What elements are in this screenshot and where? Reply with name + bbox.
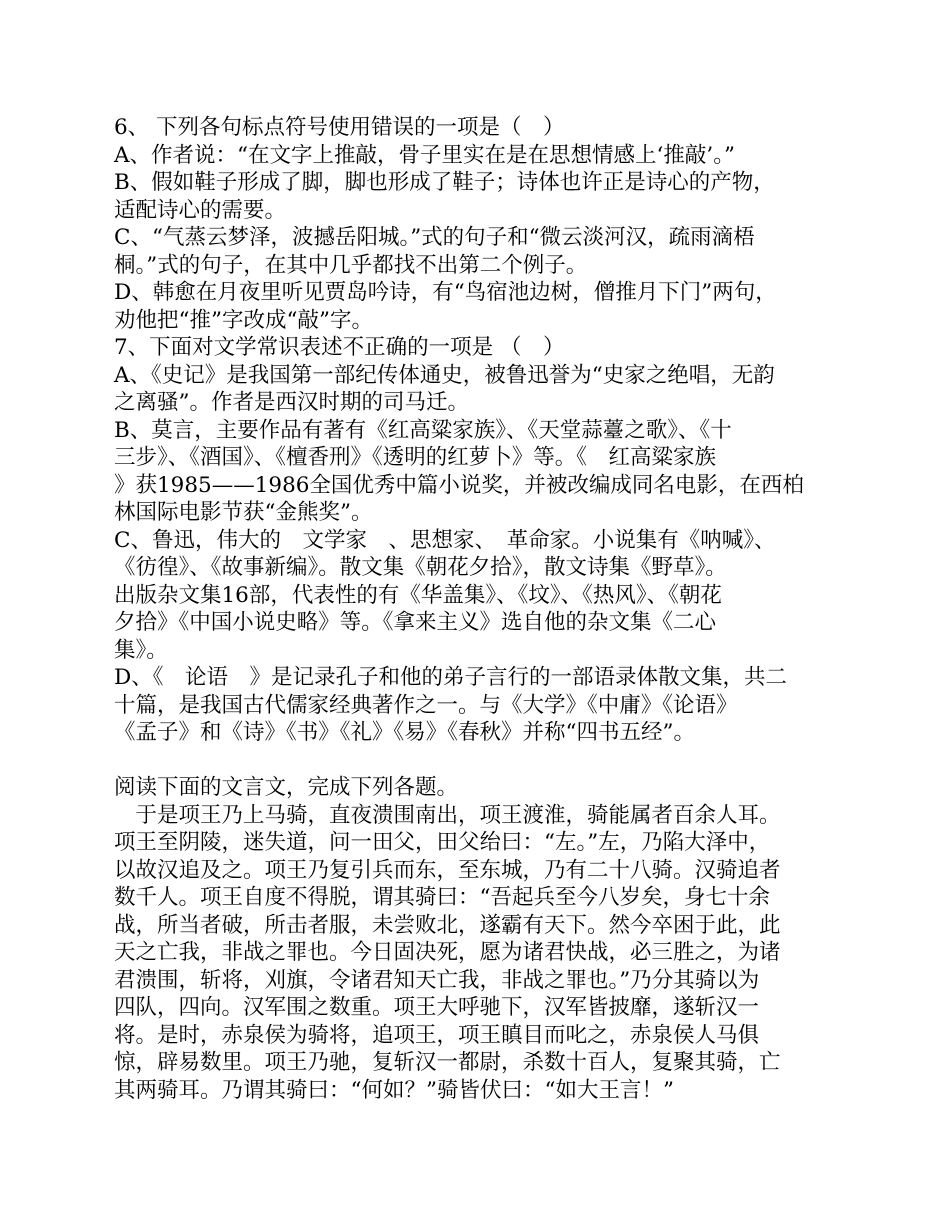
question-6-option-c-line-2: 桐。”式的句子，在其中几乎都找不出第二个例子。: [114, 252, 588, 278]
question-6-stem: 6、 下列各句标点符号使用错误的一项是（ ）: [114, 115, 565, 140]
question-7-option-d-line-2: 十篇，是我国古代儒家经典著作之一。与《大学》《中庸》《论语》: [114, 692, 738, 718]
passage-line-1: 于是项王乃上马骑，直夜溃围南出，项王渡淮，骑能属者百余人耳。: [114, 802, 781, 828]
document-page: [114, 114, 844, 1104]
question-7-stem: 7、下面对文学常识表述不正确的一项是 （ ）: [114, 335, 565, 360]
passage-line-8: 四队，四向。汉军围之数重。项王大呼驰下，汉军皆披靡，遂斩汉一: [114, 995, 760, 1020]
passage-line-10: 惊，辟易数里。项王乃驰，复斩汉一都尉，杀数十百人，复聚其骑，亡: [114, 1050, 781, 1075]
question-7-option-a-line-2: 之离骚”。作者是西汉时期的司马迁。: [114, 390, 469, 415]
passage-line-6: 天之亡我，非战之罪也。今日固决死，愿为诸君快战，必三胜之，为诸: [114, 940, 781, 965]
question-6-option-b-line-2: 适配诗心的需要。: [114, 197, 287, 223]
blank-line: [114, 747, 844, 775]
passage-line-2: 项王至阴陵，迷失道，问一田父，田父绐曰：“左。”左，乃陷大泽中，: [114, 830, 771, 855]
passage-line-11: 其两骑耳。乃谓其骑曰：“何如？”骑皆伏曰：“如大王言！”: [114, 1077, 674, 1103]
question-6: [114, 114, 844, 334]
reading-instruction: 阅读下面的文言文，完成下列各题。: [114, 775, 459, 800]
question-6-option-d-line-1: D、韩愈在月夜里听见贾岛吟诗，有“鸟宿池边树，僧推月下门”两句，: [114, 280, 777, 305]
passage-line-5: 战，所当者破，所击者服，未尝败北，遂霸有天下。然今卒困于此，此: [114, 912, 781, 938]
passage-line-4: 数千人。项王自度不得脱，谓其骑曰：“吾起兵至今八岁矣，身七十余: [114, 885, 770, 910]
question-7-option-c-line-5: 集》。: [114, 637, 168, 663]
passage-line-7: 君溃围，斩将，刈旗，令诸君知天亡我，非战之罪也。”乃分其骑以为: [114, 967, 760, 993]
question-7-option-d-line-1: D、《 论语 》是记录孔子和他的弟子言行的一部语录体散文集，共二: [114, 665, 787, 690]
question-7-option-d-line-3: 《孟子》和《诗》《书》《礼》《易》《春秋》并称“四书五经”。: [114, 720, 695, 745]
reading-section: [114, 774, 844, 1104]
question-7-option-c-line-1: C、鲁迅，伟大的 文学家 、思想家、 革命家。小说集有《呐喊》、: [114, 527, 776, 553]
passage-line-9: 将。是时，赤泉侯为骑将，追项王，项王瞋目而叱之，赤泉侯人马俱: [114, 1022, 760, 1048]
question-6-option-a: A、作者说：“在文字上推敲，骨子里实在是在思想情感上‘推敲’。”: [114, 142, 735, 168]
question-7: [114, 334, 844, 747]
question-7-option-b-line-4: 林国际电影节获“金熊奖”。: [114, 500, 373, 525]
question-7-option-b-line-2: 三步》、《酒国》、《檀香刑》《透明的红萝卜》等。《 红高粱家族: [114, 445, 717, 470]
passage-line-3: 以故汉追及之。项王乃复引兵而东，至东城，乃有二十八骑。汉骑追者: [114, 857, 781, 883]
question-7-option-a-line-1: A、《史记》是我国第一部纪传体通史，被鲁迅誉为“史家之绝唱，无韵: [114, 362, 775, 388]
question-6-option-c-line-1: C、“气蒸云梦泽，波撼岳阳城。”式的句子和“微云淡河汉，疏雨滴梧: [114, 225, 755, 250]
question-7-option-c-line-3: 出版杂文集16部，代表性的有《华盖集》、《坟》、《热风》、《朝花: [114, 582, 722, 608]
question-7-option-b-line-3: 》获1985——1986全国优秀中篇小说奖，并被改编成同名电影，在西柏: [114, 472, 804, 498]
question-6-option-d-line-2: 劝他把“推”字改成“敲”字。: [114, 307, 373, 333]
question-6-option-b-line-1: B、假如鞋子形成了脚，脚也形成了鞋子；诗体也许正是诗心的产物，: [114, 170, 775, 195]
question-7-option-c-line-2: 《彷徨》、《故事新编》。散文集《朝花夕拾》，散文诗集《野草》。: [114, 555, 727, 580]
question-7-option-c-line-4: 夕拾》《中国小说史略》等。《拿来主义》选自他的杂文集《二心: [114, 610, 717, 635]
question-7-option-b-line-1: B、莫言，主要作品有著有《红高粱家族》、《天堂蒜薹之歌》、《十: [114, 417, 732, 443]
